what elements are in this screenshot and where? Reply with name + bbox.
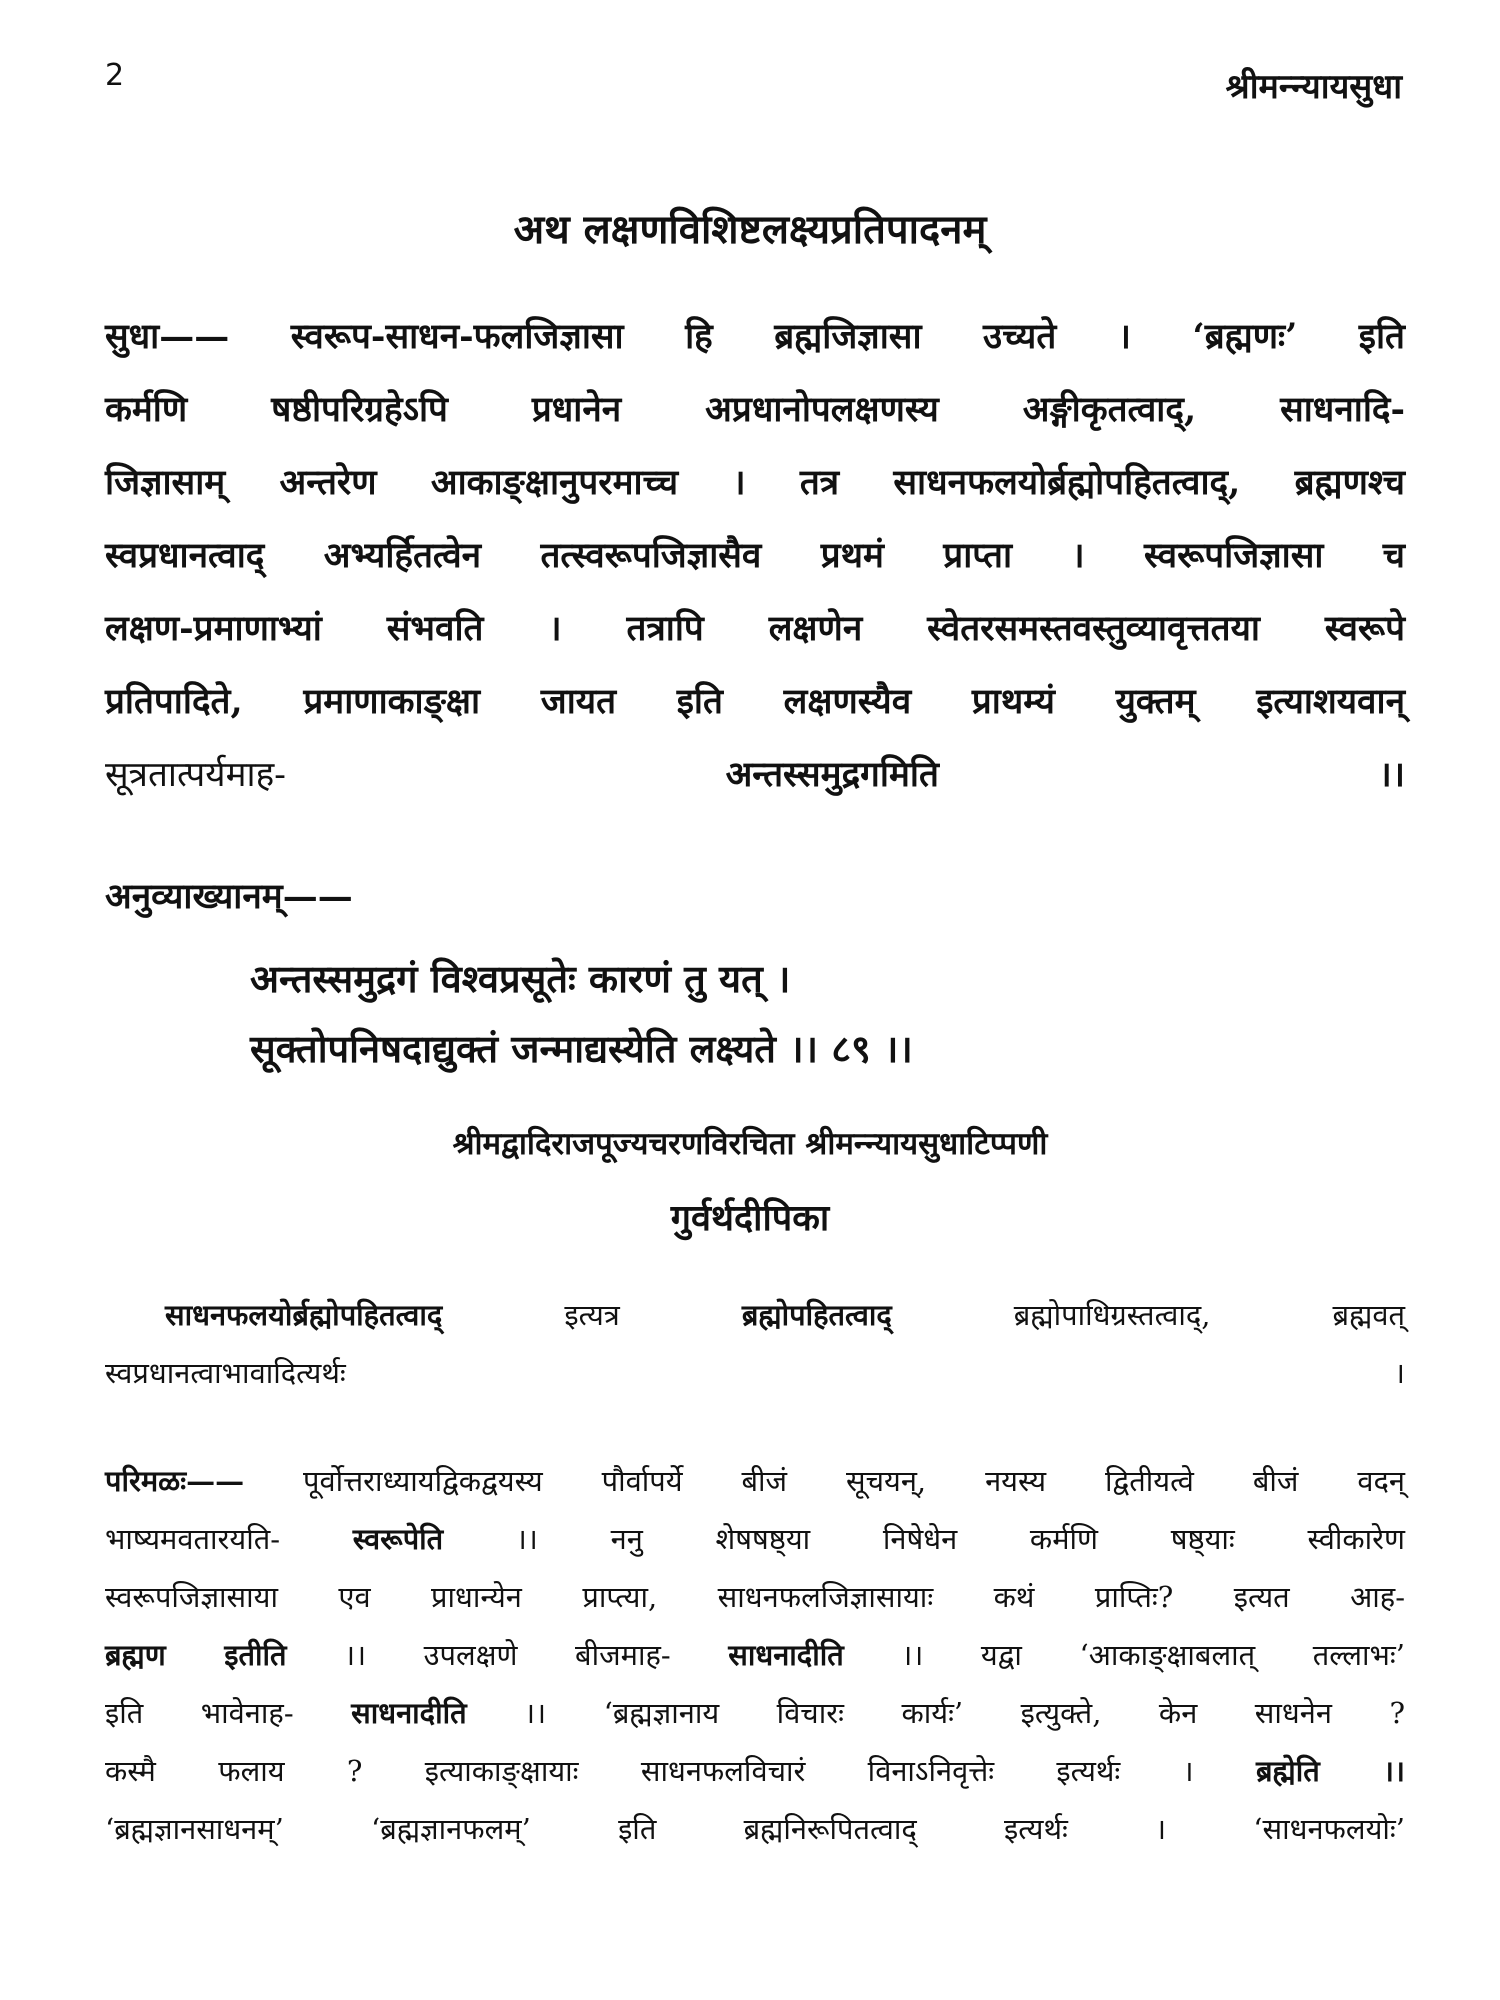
sudha-line: स्वप्रधानत्वाद् अभ्यर्हितत्वेन तत्स्वरूपजिज्ञासैव प्रथमं प्राप्ता । स्वरूपजिज्ञासा च (105, 535, 1405, 576)
parimala-line (105, 1800, 1405, 1858)
running-title: श्रीमन्न्यायसुधा (1225, 67, 1402, 107)
gd-line (105, 1286, 1405, 1344)
text-segment: ।। यद्वा ‘आकाङ्क्षाबलात् तल्लाभः’ (843, 1638, 1405, 1672)
bold-text-segment: ब्रह्मेति ।। (1255, 1754, 1405, 1788)
bold-text-segment: साधनफलयोर्ब्रह्मोपहितत्वाद् (165, 1298, 443, 1332)
text-segment: ।। उपलक्षणे बीजमाह- (286, 1638, 729, 1672)
bold-text-segment: ब्रह्मोपहितत्वाद् (741, 1298, 892, 1332)
text-segment: ‘ब्रह्मज्ञानसाधनम्’ ‘ब्रह्मज्ञानफलम्’ इति ब्रह्मनिरूपितत्वाद् इत्यर्थः । ‘साधनफलयोः’ (105, 1812, 1405, 1846)
text-segment: ।। ननु शेषषष्ठ्या निषेधेन कर्मणि षष्ठ्याः स्वीकारेण (443, 1522, 1405, 1556)
sudha-line: प्रतिपादिते, प्रमाणाकाङ्क्षा जायत इति लक्षणस्यैव प्राथम्यं युक्तम् इत्याशयवान् (105, 681, 1405, 722)
text-segment: इति भावेनाह- (105, 1696, 352, 1730)
verse-line-2: सूक्तोपनिषदाद्युक्तं जन्माद्यस्येति लक्ष्यते ।। ८९ ।। (250, 1026, 913, 1071)
text-segment: कस्मै फलाय ? इत्याकाङ्क्षायाः साधनफलविचारं विनाऽनिवृत्तेः इत्यर्थः । (105, 1754, 1256, 1788)
text-segment: भाष्यमवतारयति- (105, 1522, 353, 1556)
tippani-subtitle: श्रीमद्वादिराजपूज्यचरणविरचिता श्रीमन्न्यायसुधाटिप्पणी (452, 1126, 1048, 1162)
verse-line-1: अन्तस्समुद्रगं विश्वप्रसूतेः कारणं तु यत् । (250, 956, 791, 1001)
section-heading: अथ लक्षणविशिष्टलक्ष्यप्रतिपादनम् (513, 206, 987, 253)
parimala-line (105, 1568, 1405, 1626)
tippani-title: गुर्वर्थदीपिका (670, 1197, 830, 1239)
text-segment: ब्रह्मोपाधिग्रस्तत्वाद्, ब्रह्मवत् (891, 1298, 1405, 1332)
text-segment: इत्यत्र (442, 1298, 742, 1332)
sutra-reference: अन्तस्समुद्रगमिति ।। (725, 754, 1405, 795)
sudha-last-prefix: सूत्रतात्पर्यमाह- (105, 755, 286, 795)
text-segment: पूर्वोत्तराध्यायद्विकद्वयस्य पौर्वापर्ये बीजं सूचयन्, नयस्य द्वितीयत्वे बीजं वदन् (244, 1464, 1405, 1498)
sudha-text: स्वरूप-साधन-फलजिज्ञासा हि ब्रह्मजिज्ञासा उच्यते । ‘ब्रह्मणः’ इति (290, 316, 1406, 357)
bold-text-segment: ब्रह्मण इतीति (105, 1638, 287, 1672)
parimala-line (105, 1684, 1405, 1742)
gd-line: स्वप्रधानत्वाभावादित्यर्थः । (105, 1356, 1405, 1390)
anuvyakhyana-label: अनुव्याख्यानम्—— (105, 876, 353, 917)
parimala-line (105, 1626, 1405, 1684)
sudha-line: जिज्ञासाम् अन्तरेण आकाङ्क्षानुपरमाच्च । तत्र साधनफलयोर्ब्रह्मोपहितत्वाद्, ब्रह्मणश्च (105, 462, 1405, 503)
page-number: 2 (105, 58, 125, 93)
text-segment: स्वरूपजिज्ञासाया एव प्राधान्येन प्राप्त्या, साधनफलजिज्ञासायाः कथं प्राप्तिः? इत्यत आह- (105, 1580, 1405, 1614)
parimala-paragraph (105, 1452, 1405, 1858)
sudha-paragraph (105, 300, 1405, 812)
sudha-line (105, 300, 1405, 373)
bold-text-segment: साधनादीति (728, 1638, 844, 1672)
bold-text-segment: परिमळः—— (105, 1464, 245, 1498)
parimala-line (105, 1452, 1405, 1510)
sudha-label: सुधा—— (105, 316, 230, 357)
bold-text-segment: साधनादीति (351, 1696, 467, 1730)
parimala-line (105, 1510, 1405, 1568)
sudha-last-line (105, 738, 1405, 812)
parimala-line (105, 1742, 1405, 1800)
sudha-line: लक्षण-प्रमाणाभ्यां संभवति । तत्रापि लक्षणेन स्वेतरसमस्तवस्तुव्यावृत्ततया स्वरूपे (105, 608, 1405, 649)
sudha-line: कर्मणि षष्ठीपरिग्रहेऽपि प्रधानेन अप्रधानोपलक्षणस्य अङ्गीकृतत्वाद्, साधनादि- (105, 389, 1405, 430)
gurvarthadipika-paragraph (105, 1286, 1405, 1402)
bold-text-segment: स्वरूपेति (352, 1522, 444, 1556)
text-segment: ।। ‘ब्रह्मज्ञानाय विचारः कार्यः’ इत्युक्ते, केन साधनेन ? (466, 1696, 1405, 1730)
